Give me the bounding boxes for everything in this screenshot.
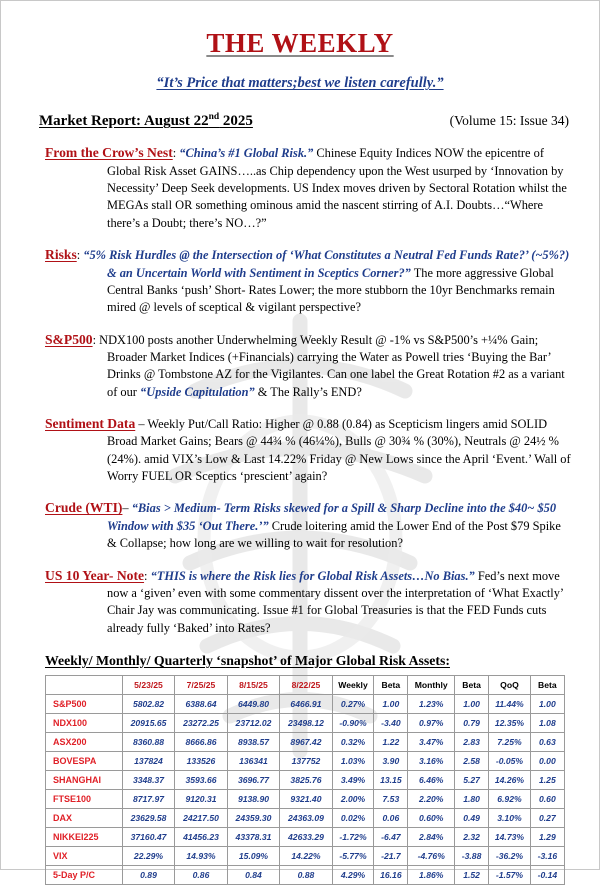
section-paragraph — [45, 143, 571, 232]
section-6 — [23, 566, 577, 637]
table-cell: 0.97% — [408, 713, 455, 732]
table-cell: 9120.31 — [175, 789, 227, 808]
table-row-label: NDX100 — [46, 713, 123, 732]
table-cell: 9138.90 — [227, 789, 279, 808]
table-cell: 1.23% — [408, 694, 455, 713]
table-cell: -0.90% — [332, 713, 374, 732]
table-cell: 1.80 — [455, 789, 489, 808]
table-cell: -5.77% — [332, 846, 374, 865]
table-cell: 3.10% — [489, 808, 531, 827]
report-title-prefix: Market Report: August 22 — [39, 113, 209, 130]
table-cell: 7.53 — [374, 789, 408, 808]
table-cell: 3825.76 — [280, 770, 332, 789]
section-paragraph — [45, 498, 571, 552]
table-row-label: BOVESPA — [46, 751, 123, 770]
table-cell: -0.14 — [530, 865, 564, 884]
table-cell: 20915.65 — [122, 713, 174, 732]
section-heading: US 10 Year- Note — [45, 567, 145, 583]
table-cell: 8717.97 — [122, 789, 174, 808]
table-cell: 3.49% — [332, 770, 374, 789]
document-content — [1, 1, 599, 885]
section-quote: “THIS is where the Risk lies for Global Risk Assets…No Bias.” — [150, 568, 475, 583]
table-cell: 14.26% — [489, 770, 531, 789]
report-title-suffix: 2025 — [219, 113, 253, 130]
section-paragraph — [45, 245, 571, 316]
table-cell: 14.22% — [280, 846, 332, 865]
table-cell: 2.00% — [332, 789, 374, 808]
section-trailing-body: & The Rally’s END? — [254, 384, 362, 399]
table-row — [46, 865, 565, 884]
table-cell: 2.83 — [455, 732, 489, 751]
table-cell: 4.29% — [332, 865, 374, 884]
table-column-header: 7/25/25 — [175, 675, 227, 694]
table-cell: -21.7 — [374, 846, 408, 865]
table-cell: 13.15 — [374, 770, 408, 789]
table-cell: 3.90 — [374, 751, 408, 770]
table-corner-cell — [46, 675, 123, 694]
table-row — [46, 694, 565, 713]
table-cell: 3593.66 — [175, 770, 227, 789]
table-column-header: 8/22/25 — [280, 675, 332, 694]
section-separator: : — [172, 146, 180, 161]
sections-container — [23, 143, 577, 637]
table-cell: -0.05% — [489, 751, 531, 770]
table-cell: 23498.12 — [280, 713, 332, 732]
table-column-header: Monthly — [408, 675, 455, 694]
table-cell: 0.89 — [122, 865, 174, 884]
section-2 — [23, 245, 577, 316]
section-heading: S&P500 — [45, 331, 93, 347]
table-cell: 16.16 — [374, 865, 408, 884]
table-row-label: SHANGHAI — [46, 770, 123, 789]
table-cell: 1.00 — [455, 694, 489, 713]
table-cell: 43378.31 — [227, 827, 279, 846]
table-cell: 23272.25 — [175, 713, 227, 732]
table-cell: -4.76% — [408, 846, 455, 865]
tagline: “It’s Price that matters;best we listen carefully.” — [156, 75, 444, 92]
table-cell: 14.73% — [489, 827, 531, 846]
table-column-header: Weekly — [332, 675, 374, 694]
section-heading: From the Crow’s Nest — [45, 145, 173, 161]
table-row — [46, 732, 565, 751]
table-row — [46, 827, 565, 846]
table-cell: 5802.82 — [122, 694, 174, 713]
table-cell: 1.00 — [530, 694, 564, 713]
table-cell: 0.06 — [374, 808, 408, 827]
table-row-label: VIX — [46, 846, 123, 865]
table-cell: 0.79 — [455, 713, 489, 732]
table-row-label: FTSE100 — [46, 789, 123, 808]
table-cell: 0.27 — [530, 808, 564, 827]
section-heading: Sentiment Data — [45, 416, 136, 432]
section-paragraph — [45, 566, 571, 637]
table-row-label: NIKKEI225 — [46, 827, 123, 846]
table-cell: -1.57% — [489, 865, 531, 884]
table-cell: 3.16% — [408, 751, 455, 770]
table-cell: 0.32% — [332, 732, 374, 751]
table-cell: -3.88 — [455, 846, 489, 865]
table-cell: 137752 — [280, 751, 332, 770]
section-body: NDX100 posts another Underwhelming Weekly Result @ -1% vs S&P500’s +¼% Gain; Broader Market Indices (+Financials) carrying the Water as Powell tries ‘Buying the Bar’ Drinks @ Tombstone AZ for the Vigilantes. Can one label the Great Rotation #2 as a variant of our — [99, 332, 565, 399]
table-cell: 42633.29 — [280, 827, 332, 846]
table-cell: 1.52 — [455, 865, 489, 884]
table-cell: 137824 — [122, 751, 174, 770]
table-cell: 0.00 — [530, 751, 564, 770]
table-cell: 23712.02 — [227, 713, 279, 732]
table-cell: 24359.30 — [227, 808, 279, 827]
table-cell: -1.72% — [332, 827, 374, 846]
section-quote: “Bias > Medium- Term Risks skewed for a Spill & Sharp Decline into the $40~ $50 Window with $35 ‘Out There.’” — [107, 501, 557, 533]
table-cell: 6466.91 — [280, 694, 332, 713]
table-column-header: Beta — [530, 675, 564, 694]
table-cell: 24363.09 — [280, 808, 332, 827]
table-cell: 1.29 — [530, 827, 564, 846]
section-quote: “China’s #1 Global Risk.” — [179, 146, 314, 161]
table-cell: 0.86 — [175, 865, 227, 884]
table-cell: 0.27% — [332, 694, 374, 713]
table-body — [46, 694, 565, 884]
table-cell: 2.20% — [408, 789, 455, 808]
section-quote: “5% Risk Hurdles @ the Intersection of ‘What Constitutes a Neutral Fed Funds Rate?’ (~5%?) & an Uncertain World with Sentiment in Sceptics Corner?” — [83, 248, 570, 280]
section-heading: Risks — [45, 247, 77, 263]
table-cell: 23629.58 — [122, 808, 174, 827]
table-cell: 0.63 — [530, 732, 564, 751]
section-body: The more aggressive Global Central Banks ‘push’ Short- Rates Lower; the more stubborn the 10yr Benchmarks remain mired @ levels of sceptical & vigilant perspective? — [107, 265, 555, 315]
table-cell: 6388.64 — [175, 694, 227, 713]
table-cell: -3.16 — [530, 846, 564, 865]
table-cell: 6449.80 — [227, 694, 279, 713]
table-row — [46, 789, 565, 808]
table-title: Weekly/ Monthly/ Quarterly ‘snapshot’ of Major Global Risk Assets: — [45, 652, 450, 668]
section-paragraph — [45, 330, 571, 401]
table-cell: 0.84 — [227, 865, 279, 884]
table-cell: 0.88 — [280, 865, 332, 884]
table-cell: 2.84% — [408, 827, 455, 846]
section-4 — [23, 414, 577, 485]
report-title — [39, 112, 253, 130]
table-cell: 8938.57 — [227, 732, 279, 751]
table-cell: 14.93% — [175, 846, 227, 865]
table-cell: 9321.40 — [280, 789, 332, 808]
table-container — [23, 675, 577, 885]
table-column-header: Beta — [374, 675, 408, 694]
table-row — [46, 751, 565, 770]
table-column-header: QoQ — [489, 675, 531, 694]
table-cell: 136341 — [227, 751, 279, 770]
table-row-label: S&P500 — [46, 694, 123, 713]
table-column-header: Beta — [455, 675, 489, 694]
table-cell: 1.86% — [408, 865, 455, 884]
table-cell: 24217.50 — [175, 808, 227, 827]
section-body: Weekly Put/Call Ratio: Higher @ 0.88 (0.84) as Scepticism lingers amid SOLID Broad Market Gains; Bears @ 44¾ % (46¼%), Bulls @ 30¾ % (30%), Neutrals @ 24½ % (24%). amid VIX’s Low & Last 14.22% Friday @ New Lows since the April ‘Event.’ Wall of Worry FUEL OR Sceptics ‘prescient’ again? — [107, 417, 571, 484]
table-cell: -3.40 — [374, 713, 408, 732]
section-paragraph — [45, 414, 571, 485]
table-cell: 1.00 — [374, 694, 408, 713]
table-cell: 1.03% — [332, 751, 374, 770]
table-cell: 8666.86 — [175, 732, 227, 751]
table-cell: 2.32 — [455, 827, 489, 846]
table-cell: 1.08 — [530, 713, 564, 732]
table-cell: -36.2% — [489, 846, 531, 865]
table-cell: -6.47 — [374, 827, 408, 846]
page-title: THE WEEKLY — [206, 28, 394, 58]
table-cell: 0.49 — [455, 808, 489, 827]
table-cell: 8967.42 — [280, 732, 332, 751]
volume-issue: (Volume 15: Issue 34) — [449, 113, 569, 129]
table-cell: 0.60 — [530, 789, 564, 808]
table-column-header: 5/23/25 — [122, 675, 174, 694]
table-cell: 0.60% — [408, 808, 455, 827]
table-row — [46, 770, 565, 789]
table-row-label: 5-Day P/C — [46, 865, 123, 884]
risk-assets-table — [45, 675, 565, 885]
table-cell: 11.44% — [489, 694, 531, 713]
table-cell: 7.25% — [489, 732, 531, 751]
table-row — [46, 846, 565, 865]
section-3 — [23, 330, 577, 401]
table-cell: 3696.77 — [227, 770, 279, 789]
table-cell: 0.02% — [332, 808, 374, 827]
table-row — [46, 808, 565, 827]
report-title-ordinal: nd — [208, 112, 220, 123]
table-cell: 2.58 — [455, 751, 489, 770]
table-row-label: ASX200 — [46, 732, 123, 751]
section-separator: – — [122, 501, 132, 516]
section-trailing-quote: “Upside Capitulation” — [140, 384, 255, 399]
table-cell: 22.29% — [122, 846, 174, 865]
table-row-label: DAX — [46, 808, 123, 827]
section-1 — [23, 143, 577, 232]
table-cell: 5.27 — [455, 770, 489, 789]
section-separator: : — [76, 248, 84, 263]
table-cell: 37160.47 — [122, 827, 174, 846]
section-5 — [23, 498, 577, 552]
table-cell: 15.09% — [227, 846, 279, 865]
table-cell: 8360.88 — [122, 732, 174, 751]
section-separator: : — [92, 332, 100, 347]
table-column-header: 8/15/25 — [227, 675, 279, 694]
table-cell: 133526 — [175, 751, 227, 770]
report-line — [23, 112, 577, 130]
section-separator: : — [144, 568, 151, 583]
section-separator: – — [135, 417, 148, 432]
table-cell: 3348.37 — [122, 770, 174, 789]
table-row — [46, 713, 565, 732]
table-cell: 1.22 — [374, 732, 408, 751]
section-body: Chinese Equity Indices NOW the epicentre of Global Risk Asset GAINS…..as Chip dependency upon the West usurped by ‘Innovation by Necessity’ Deep Seek developments. US Index moves driven by Sectoral Rotation whilst the MEGAs stall OR something ominous amid the nascent stirring of A.I. Doubts…“Where there’s a Doubt; there’s NO…?” — [107, 146, 567, 230]
table-cell: 41456.23 — [175, 827, 227, 846]
table-cell: 6.92% — [489, 789, 531, 808]
table-cell: 6.46% — [408, 770, 455, 789]
table-cell: 1.25 — [530, 770, 564, 789]
section-body: Fed’s next move now a ‘given’ even with some commentary dissent over the interpretation of ‘What Exactly’ Chair Jay was communicating. Issue #1 for Global Treasuries is that the FED Funds cuts already fully ‘Baked’ into Rates? — [107, 568, 564, 635]
section-body: Crude loitering amid the Lower End of the Post $79 Spike & Collapse; how long are we willing to wait for resolution? — [107, 518, 561, 551]
section-heading: Crude (WTI) — [45, 500, 123, 516]
table-cell: 12.35% — [489, 713, 531, 732]
table-header-row — [46, 675, 565, 694]
table-cell: 3.47% — [408, 732, 455, 751]
